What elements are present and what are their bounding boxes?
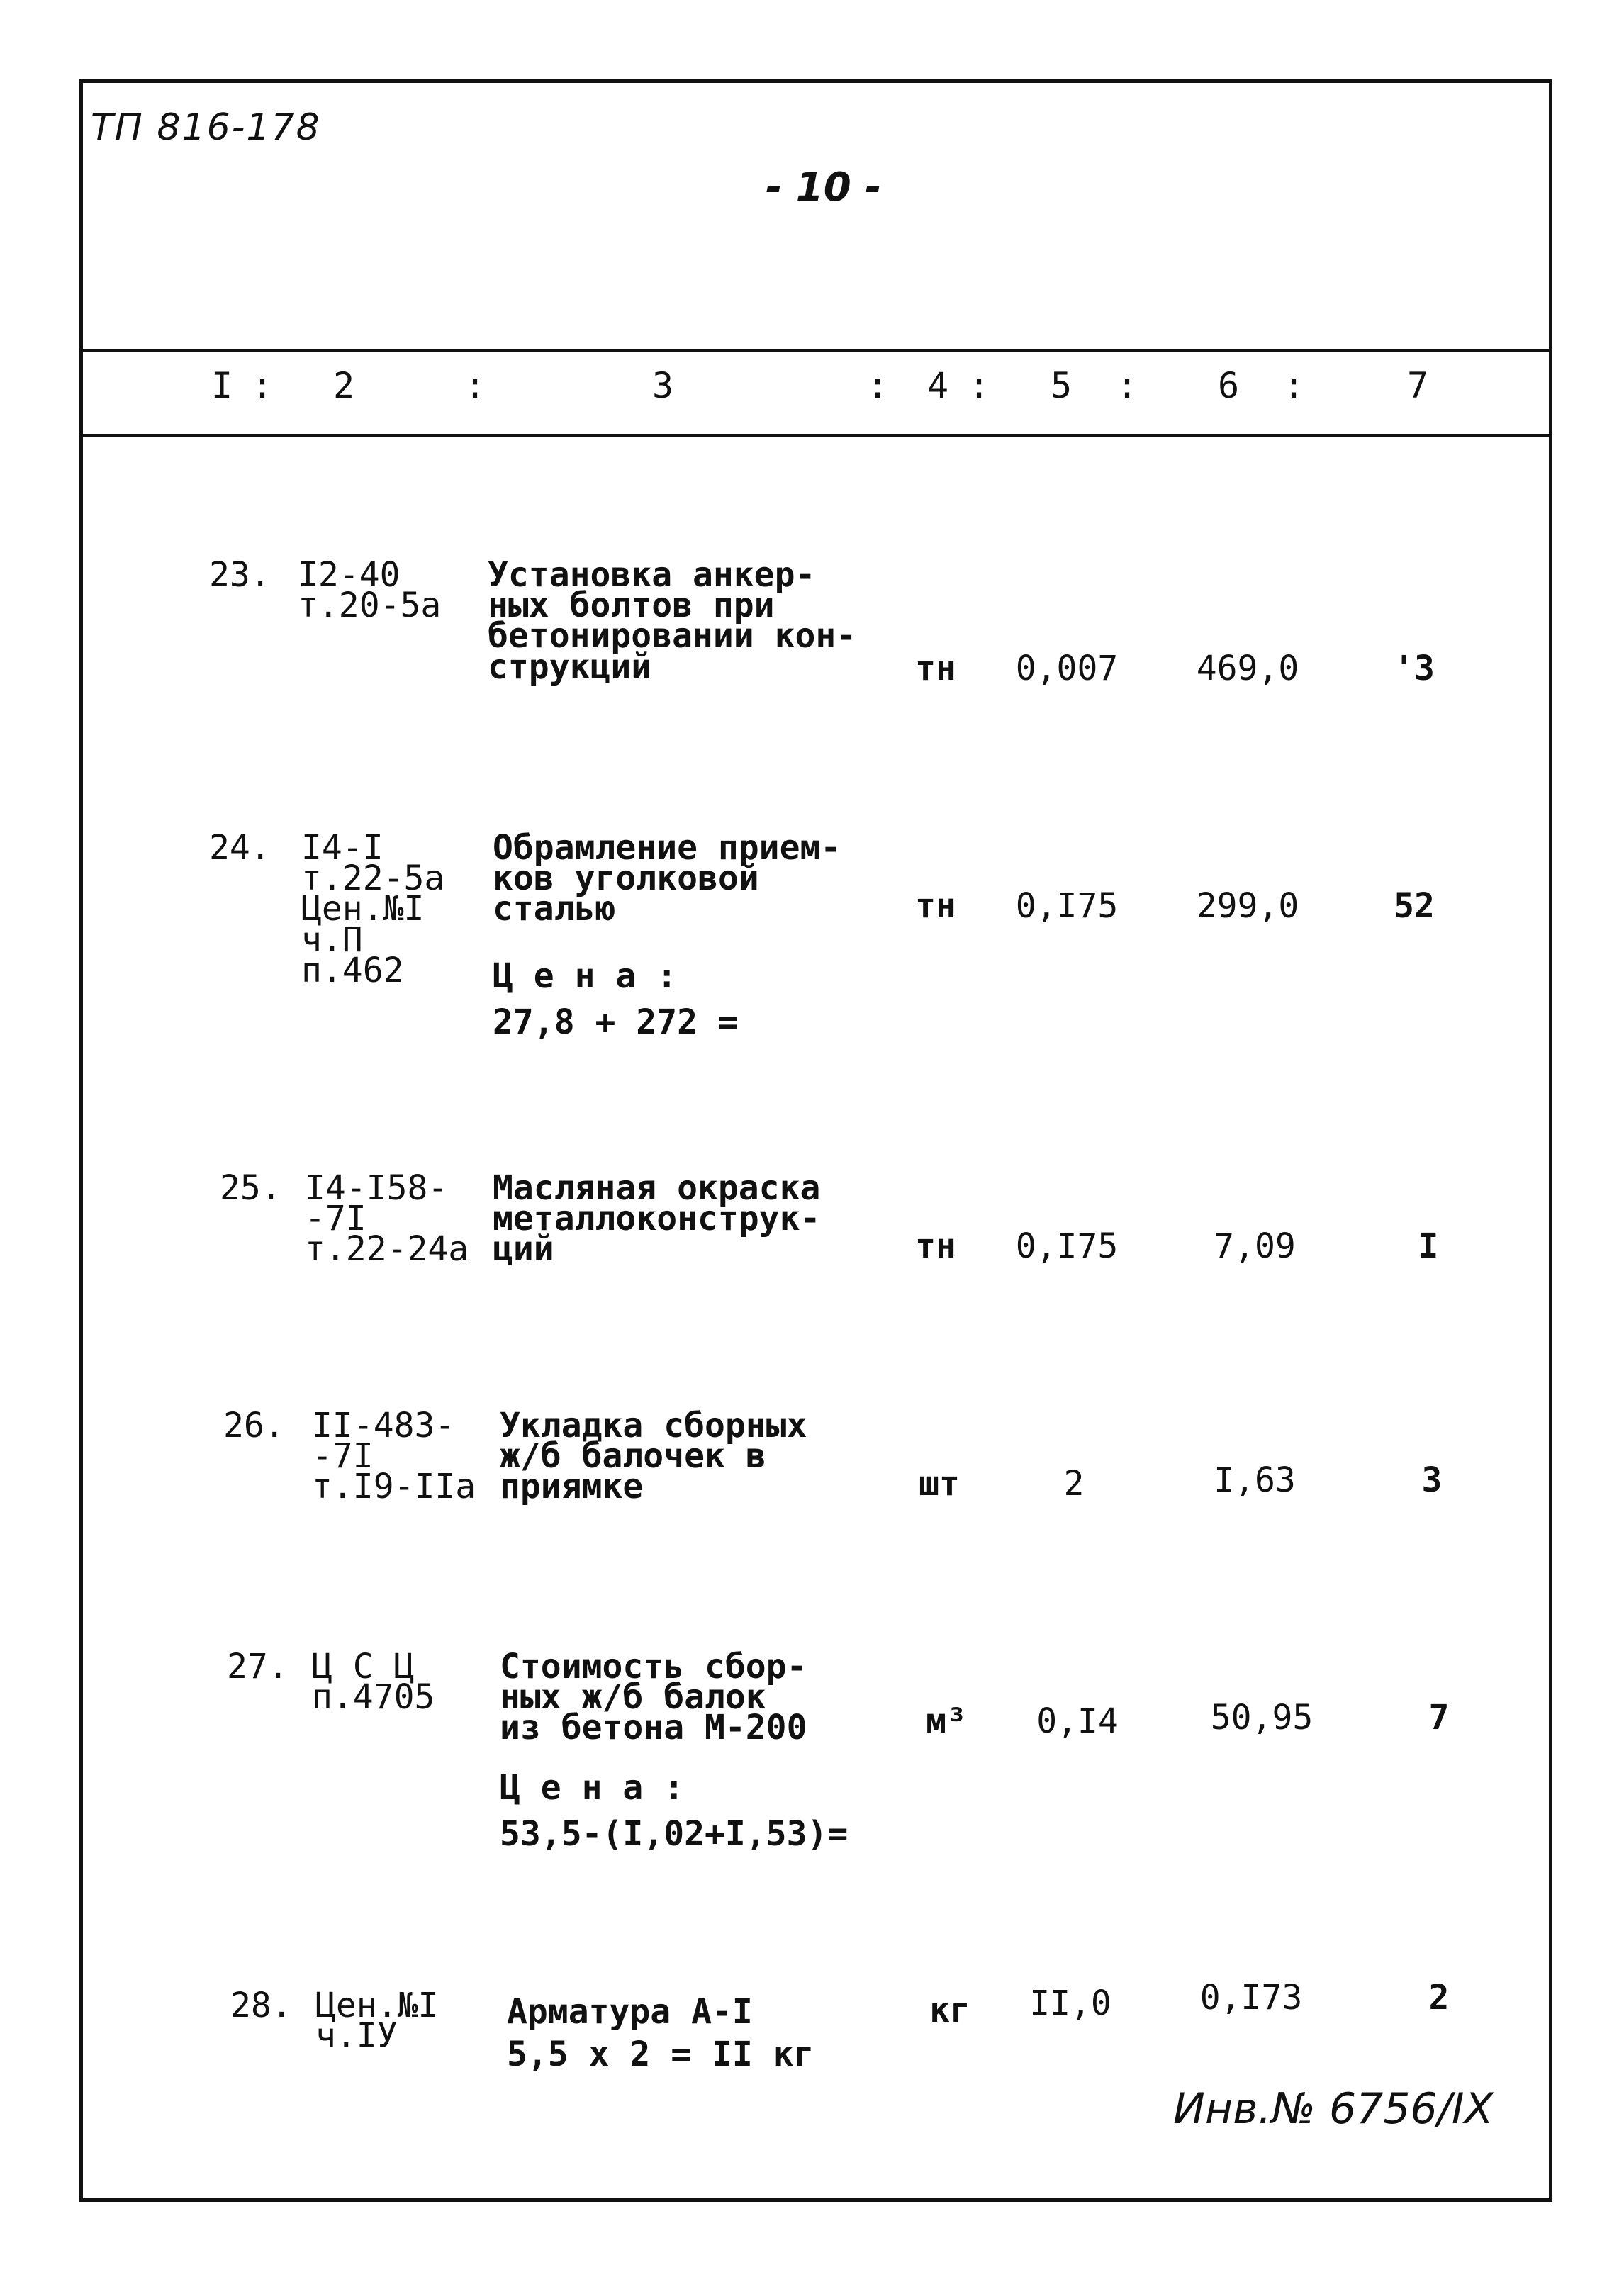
- row-quantity: 0,I4: [1036, 1701, 1119, 1741]
- row-description: Обрамление прием- ков уголковой сталью: [493, 828, 841, 929]
- row-price: 0,I73: [1199, 1978, 1303, 2018]
- row-description: Арматура А-I 5,5 х 2 = II кг: [507, 1992, 814, 2074]
- row-number: 27.: [227, 1647, 289, 1686]
- col-header-6: 6: [1218, 365, 1240, 406]
- col-header-5: 5: [1051, 365, 1073, 406]
- page-frame: [79, 79, 1552, 2202]
- col-header-4: 4: [927, 365, 949, 406]
- row-description: Масляная окраска металлоконструк- ций: [493, 1168, 821, 1270]
- row-reference: II-483- -7I т.I9-IIа: [312, 1406, 476, 1507]
- col-separator: :: [968, 365, 990, 406]
- col-separator: :: [1116, 365, 1138, 406]
- document-code: ТП 816-178: [91, 106, 321, 149]
- row-price-note: Ц е н а : 27,8 + 272 =: [493, 956, 739, 1042]
- row-price: I,63: [1214, 1460, 1296, 1500]
- row-quantity: 2: [1063, 1464, 1085, 1504]
- col-separator: :: [1283, 365, 1305, 406]
- row-number: 24.: [209, 828, 271, 868]
- col-header-1: I: [211, 365, 233, 406]
- row-total: 7: [1428, 1698, 1450, 1738]
- row-reference: I2-40 т.20-5а: [298, 555, 442, 626]
- row-quantity: 0,I75: [1015, 1226, 1119, 1266]
- row-quantity: II,0: [1029, 1984, 1111, 2023]
- col-separator: :: [464, 365, 486, 406]
- row-number: 23.: [209, 555, 271, 595]
- row-price: 7,09: [1214, 1226, 1296, 1266]
- row-total: 52: [1394, 886, 1435, 926]
- row-number: 26.: [223, 1406, 285, 1445]
- row-reference: Ц С Ц п.4705: [312, 1647, 435, 1718]
- header-rule-top: [79, 349, 1552, 352]
- row-reference: I4-I58- -7I т.22-24а: [305, 1168, 469, 1270]
- col-separator: :: [867, 365, 889, 406]
- row-reference: I4-I т.22-5а Цен.№I ч.П п.462: [301, 828, 445, 990]
- page-number: - 10 -: [766, 164, 882, 211]
- row-description: Укладка сборных ж/б балочек в приямке: [500, 1406, 807, 1507]
- row-unit: кг: [929, 1991, 970, 2030]
- col-header-7: 7: [1407, 365, 1429, 406]
- row-unit: тн: [915, 1226, 956, 1266]
- col-header-3: 3: [652, 365, 674, 406]
- row-total: '3: [1394, 649, 1435, 688]
- row-total: 2: [1428, 1978, 1450, 2018]
- row-description: Стоимость сбор- ных ж/б балок из бетона М-200: [500, 1647, 807, 1748]
- header-rule-bottom: [79, 434, 1552, 437]
- row-number: 28.: [230, 1986, 292, 2025]
- row-total: I: [1418, 1226, 1439, 1266]
- row-description: Установка анкер- ных болтов при бетонировании кон- струкций: [488, 555, 857, 687]
- col-header-2: 2: [333, 365, 355, 406]
- row-quantity: 0,007: [1015, 649, 1119, 688]
- row-quantity: 0,I75: [1015, 886, 1119, 926]
- row-total: 3: [1421, 1460, 1443, 1500]
- row-price: 299,0: [1196, 886, 1299, 926]
- col-separator: :: [252, 365, 274, 406]
- row-reference: Цен.№I ч.IУ: [315, 1986, 439, 2057]
- row-number: 25.: [220, 1168, 281, 1208]
- row-price: 50,95: [1210, 1698, 1314, 1738]
- row-unit: шт: [919, 1464, 960, 1504]
- row-price: 469,0: [1196, 649, 1299, 688]
- row-unit: тн: [915, 649, 956, 688]
- row-price-note: Ц е н а : 53,5-(I,02+I,53)=: [500, 1768, 849, 1854]
- inventory-number: Инв.№ 6756/IX: [1173, 2084, 1494, 2134]
- row-unit: м³: [926, 1701, 967, 1741]
- row-unit: тн: [915, 886, 956, 926]
